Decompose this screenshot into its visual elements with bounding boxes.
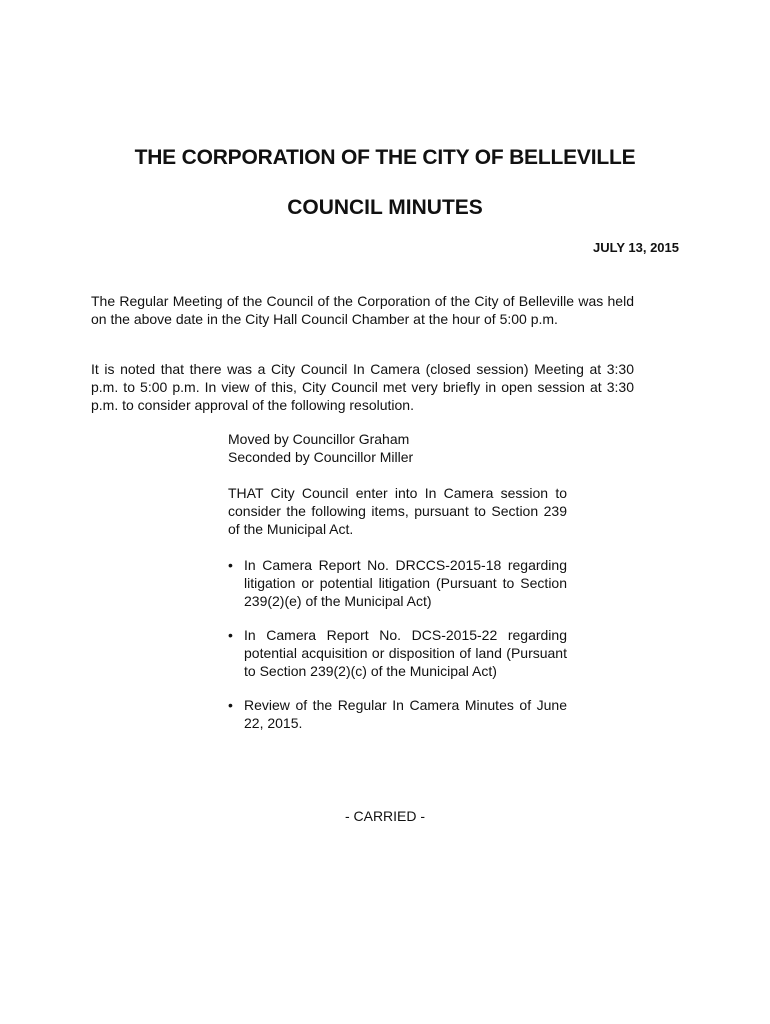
list-item [228, 696, 567, 732]
motion-movers [228, 430, 567, 466]
document-title: THE CORPORATION OF THE CITY OF BELLEVILLE [134, 146, 636, 169]
resolution-items-list [228, 556, 567, 748]
list-item-text: In Camera Report No. DCS-2015-22 regarding potential acquisition or disposition of land (Pursuant to Section 239(2)(c) of the Municipal Act) [244, 627, 567, 679]
in-camera-note-paragraph: It is noted that there was a City Council In Camera (closed session) Meeting at 3:30 p.m. to 5:00 p.m. In view of this, City Council met very briefly in open session at 3:30 p.m. to consider approval of the following resolution. [91, 361, 634, 413]
seconded-by: Seconded by Councillor Miller [228, 449, 414, 465]
meeting-date: JULY 13, 2015 [592, 240, 679, 255]
intro-paragraph: The Regular Meeting of the Council of the Corporation of the City of Belleville was held on the above date in the City Hall Council Chamber at the hour of 5:00 p.m. [91, 293, 634, 327]
bullet-icon: • [228, 627, 233, 643]
bullet-icon: • [228, 557, 233, 573]
list-item [228, 626, 567, 680]
resolution-text: THAT City Council enter into In Camera session to consider the following items, pursuant to Section 239 of the Municipal Act. [228, 485, 567, 537]
list-item-text: In Camera Report No. DRCCS-2015-18 regarding litigation or potential litigation (Pursuant to Section 239(2)(e) of the Municipal Act) [244, 557, 567, 609]
list-item [228, 556, 567, 610]
moved-by: Moved by Councillor Graham [228, 431, 410, 447]
motion-result: - CARRIED - [344, 808, 426, 824]
list-item-text: Review of the Regular In Camera Minutes of June 22, 2015. [244, 697, 567, 731]
document-subtitle: COUNCIL MINUTES [287, 196, 483, 219]
bullet-icon: • [228, 697, 233, 713]
